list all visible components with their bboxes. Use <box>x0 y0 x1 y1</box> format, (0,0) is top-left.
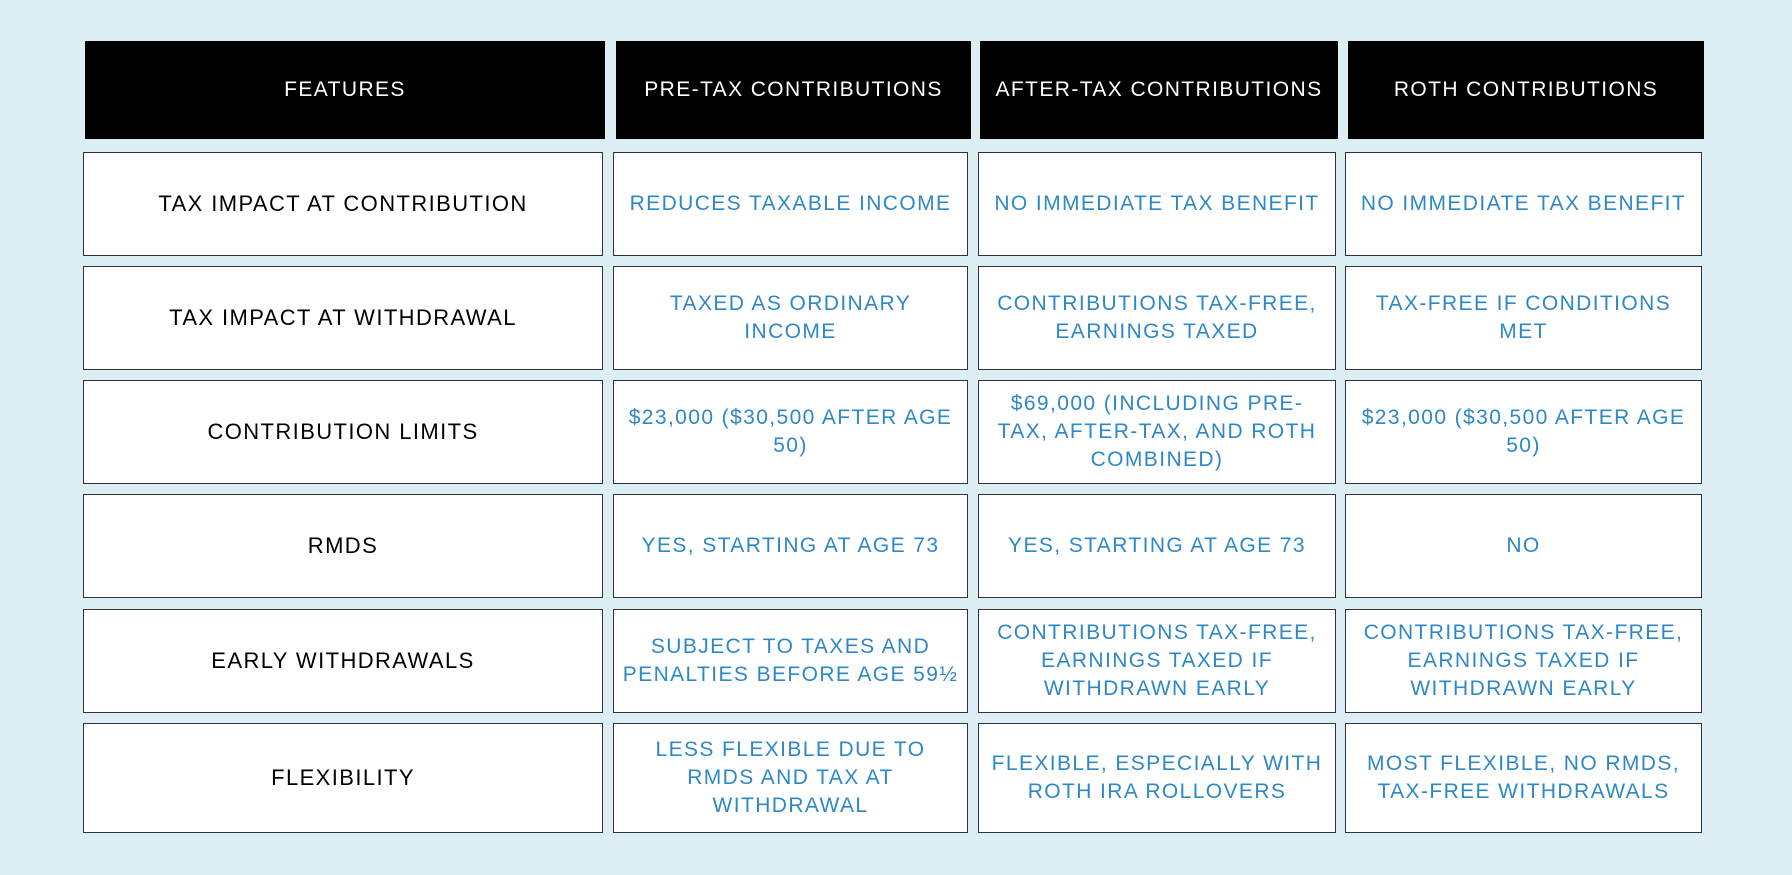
cell-after-tax: NO IMMEDIATE TAX BENEFIT <box>978 152 1336 256</box>
cell-roth: CONTRIBUTIONS TAX-FREE, EARNINGS TAXED IF WITHDRAWN EARLY <box>1345 609 1702 713</box>
cell-after-tax: CONTRIBUTIONS TAX-FREE, EARNINGS TAXED <box>978 266 1336 370</box>
feature-tax-impact-withdrawal: TAX IMPACT AT WITHDRAWAL <box>83 266 603 370</box>
header-pre-tax: PRE-TAX CONTRIBUTIONS <box>616 41 971 139</box>
cell-pre-tax: LESS FLEXIBLE DUE TO RMDS AND TAX AT WITHDRAWAL <box>613 723 968 833</box>
header-roth: ROTH CONTRIBUTIONS <box>1348 41 1704 139</box>
feature-flexibility: FLEXIBILITY <box>83 723 603 833</box>
cell-pre-tax: SUBJECT TO TAXES AND PENALTIES BEFORE AGE 59½ <box>613 609 968 713</box>
cell-roth: NO <box>1345 494 1702 598</box>
feature-contribution-limits: CONTRIBUTION LIMITS <box>83 380 603 484</box>
cell-after-tax: $69,000 (INCLUDING PRE-TAX, AFTER-TAX, AND ROTH COMBINED) <box>978 380 1336 484</box>
cell-roth: TAX-FREE IF CONDITIONS MET <box>1345 266 1702 370</box>
cell-roth: MOST FLEXIBLE, NO RMDS, TAX-FREE WITHDRAWALS <box>1345 723 1702 833</box>
cell-after-tax: CONTRIBUTIONS TAX-FREE, EARNINGS TAXED IF WITHDRAWN EARLY <box>978 609 1336 713</box>
header-after-tax: AFTER-TAX CONTRIBUTIONS <box>980 41 1338 139</box>
cell-roth: $23,000 ($30,500 AFTER AGE 50) <box>1345 380 1702 484</box>
cell-pre-tax: $23,000 ($30,500 AFTER AGE 50) <box>613 380 968 484</box>
cell-pre-tax: YES, STARTING AT AGE 73 <box>613 494 968 598</box>
feature-rmds: RMDS <box>83 494 603 598</box>
cell-pre-tax: REDUCES TAXABLE INCOME <box>613 152 968 256</box>
cell-after-tax: FLEXIBLE, ESPECIALLY WITH ROTH IRA ROLLOVERS <box>978 723 1336 833</box>
feature-early-withdrawals: EARLY WITHDRAWALS <box>83 609 603 713</box>
feature-tax-impact-contribution: TAX IMPACT AT CONTRIBUTION <box>83 152 603 256</box>
cell-pre-tax: TAXED AS ORDINARY INCOME <box>613 266 968 370</box>
cell-roth: NO IMMEDIATE TAX BENEFIT <box>1345 152 1702 256</box>
cell-after-tax: YES, STARTING AT AGE 73 <box>978 494 1336 598</box>
header-features: FEATURES <box>85 41 605 139</box>
